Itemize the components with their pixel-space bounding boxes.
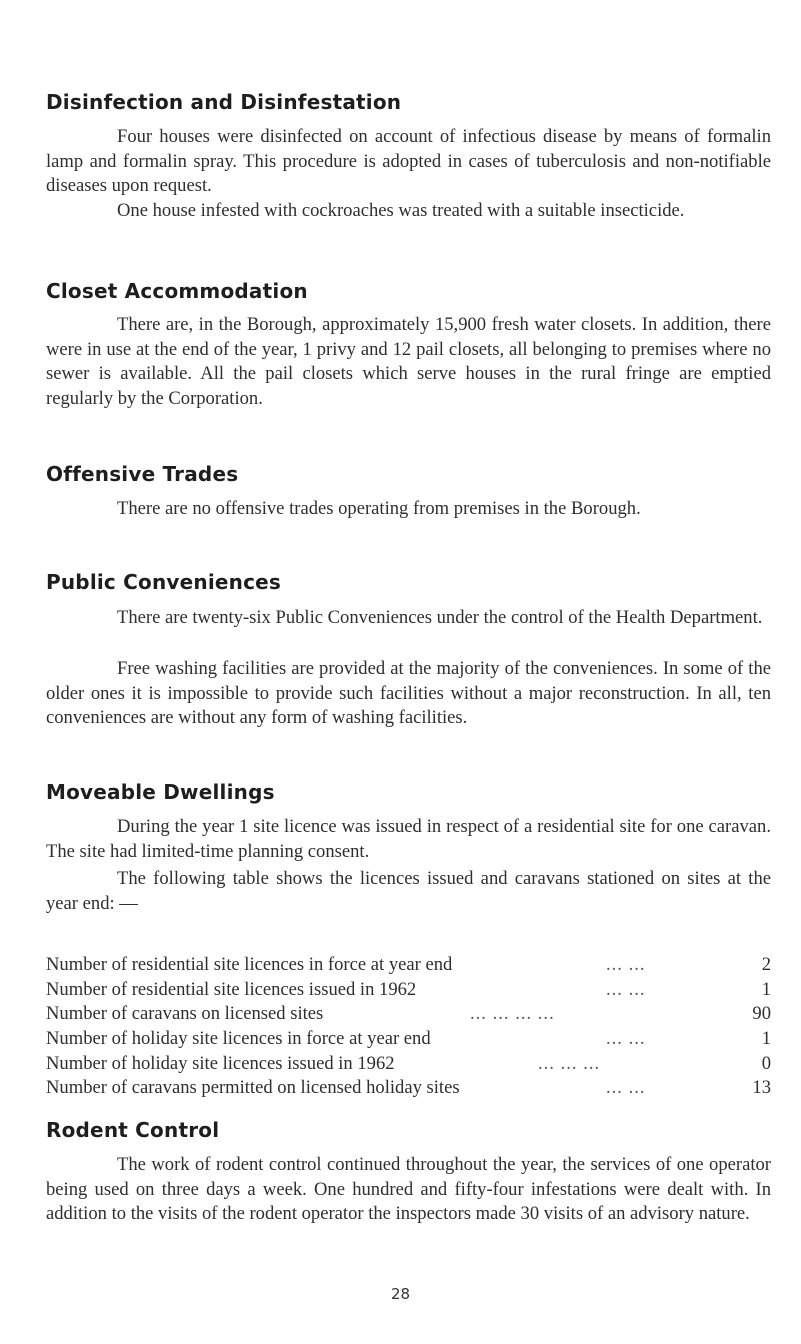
table-row (46, 1002, 771, 1027)
row-value: 1 (761, 978, 771, 1000)
leader-dots: ... ... (606, 954, 646, 975)
row-value: 13 (752, 1077, 771, 1099)
paragraph-conveniences-1: There are twenty-six Public Conveniences under the control of the Health Department. (117, 607, 763, 628)
heading-disinfection: Disinfection and Disinfestation (46, 90, 402, 114)
paragraph-dwellings-1: During the year 1 site licence was issued in respect of a residential site for one caravan. The site had limited-time planning consent. (46, 816, 771, 862)
heading-moveable-dwellings: Moveable Dwellings (46, 780, 275, 804)
row-value: 1 (761, 1028, 771, 1050)
row-value: 90 (752, 1003, 771, 1025)
paragraph-offensive-1: There are no offensive trades operating from premises in the Borough. (117, 498, 641, 519)
row-label: Number of holiday site licences in force at year end (46, 1028, 431, 1050)
leader-dots: ... ... ... (538, 1052, 601, 1074)
table-row (46, 1052, 771, 1077)
paragraph-closet-1: There are, in the Borough, approximately 15,900 fresh water closets. In addition, there were in use at the end of the year, 1 privy and 12 pail closets, all belonging to premises where no sewer is available. All the pail closets which serve houses in the rural fringe are emptied regularly by the Corporation. (46, 314, 771, 409)
row-label: Number of holiday site licences issued in 1962 (46, 1052, 395, 1074)
leader-dots: ... ... (606, 1077, 646, 1099)
page-number: 28 (390, 1285, 411, 1303)
paragraph-rodent-1: The work of rodent control continued throughout the year, the services of one operator being used on three days a week. One hundred and fifty-four infestations were dealt with. In addition to the visits of the rodent operator the inspectors made 30 visits of an advisory nature. (46, 1154, 771, 1224)
leader-dots: ... ... (606, 978, 646, 1000)
paragraph-disinfection-2: One house infested with cockroaches was treated with a suitable insecticide. (117, 200, 685, 221)
heading-public-conveniences: Public Conveniences (46, 570, 282, 594)
table-row (46, 953, 771, 978)
table-row (46, 1076, 771, 1101)
row-label: Number of caravans permitted on licensed holiday sites (46, 1077, 460, 1099)
table-row (46, 978, 771, 1003)
row-value: 0 (761, 1052, 771, 1074)
row-label: Number of caravans on licensed sites (46, 1003, 324, 1025)
paragraph-dwellings-2: The following table shows the licences issued and caravans stationed on sites at the year end: — (46, 868, 771, 914)
leader-dots: ... ... ... ... (470, 1003, 555, 1025)
heading-closet-accommodation: Closet Accommodation (46, 279, 308, 303)
row-label: Number of residential site licences in force at year end (46, 954, 453, 975)
table-row (46, 1027, 771, 1052)
leader-dots: ... ... (606, 1028, 646, 1050)
paragraph-disinfection-1: Four houses were disinfected on account of infectious disease by means of formalin lamp and formalin spray. This procedure is adopted in cases of tuberculosis and non-notifiable diseases upon request. (46, 126, 771, 196)
licences-table (46, 953, 771, 1101)
paragraph-conveniences-2: Free washing facilities are provided at the majority of the conveniences. In some of the older ones it is impossible to provide such facilities without a major reconstruction. In all, ten conveniences are without any form of washing facilities. (46, 658, 771, 728)
row-value: 2 (761, 954, 771, 975)
heading-offensive-trades: Offensive Trades (46, 462, 239, 486)
heading-rodent-control: Rodent Control (46, 1118, 220, 1142)
row-label: Number of residential site licences issued in 1962 (46, 978, 417, 1000)
